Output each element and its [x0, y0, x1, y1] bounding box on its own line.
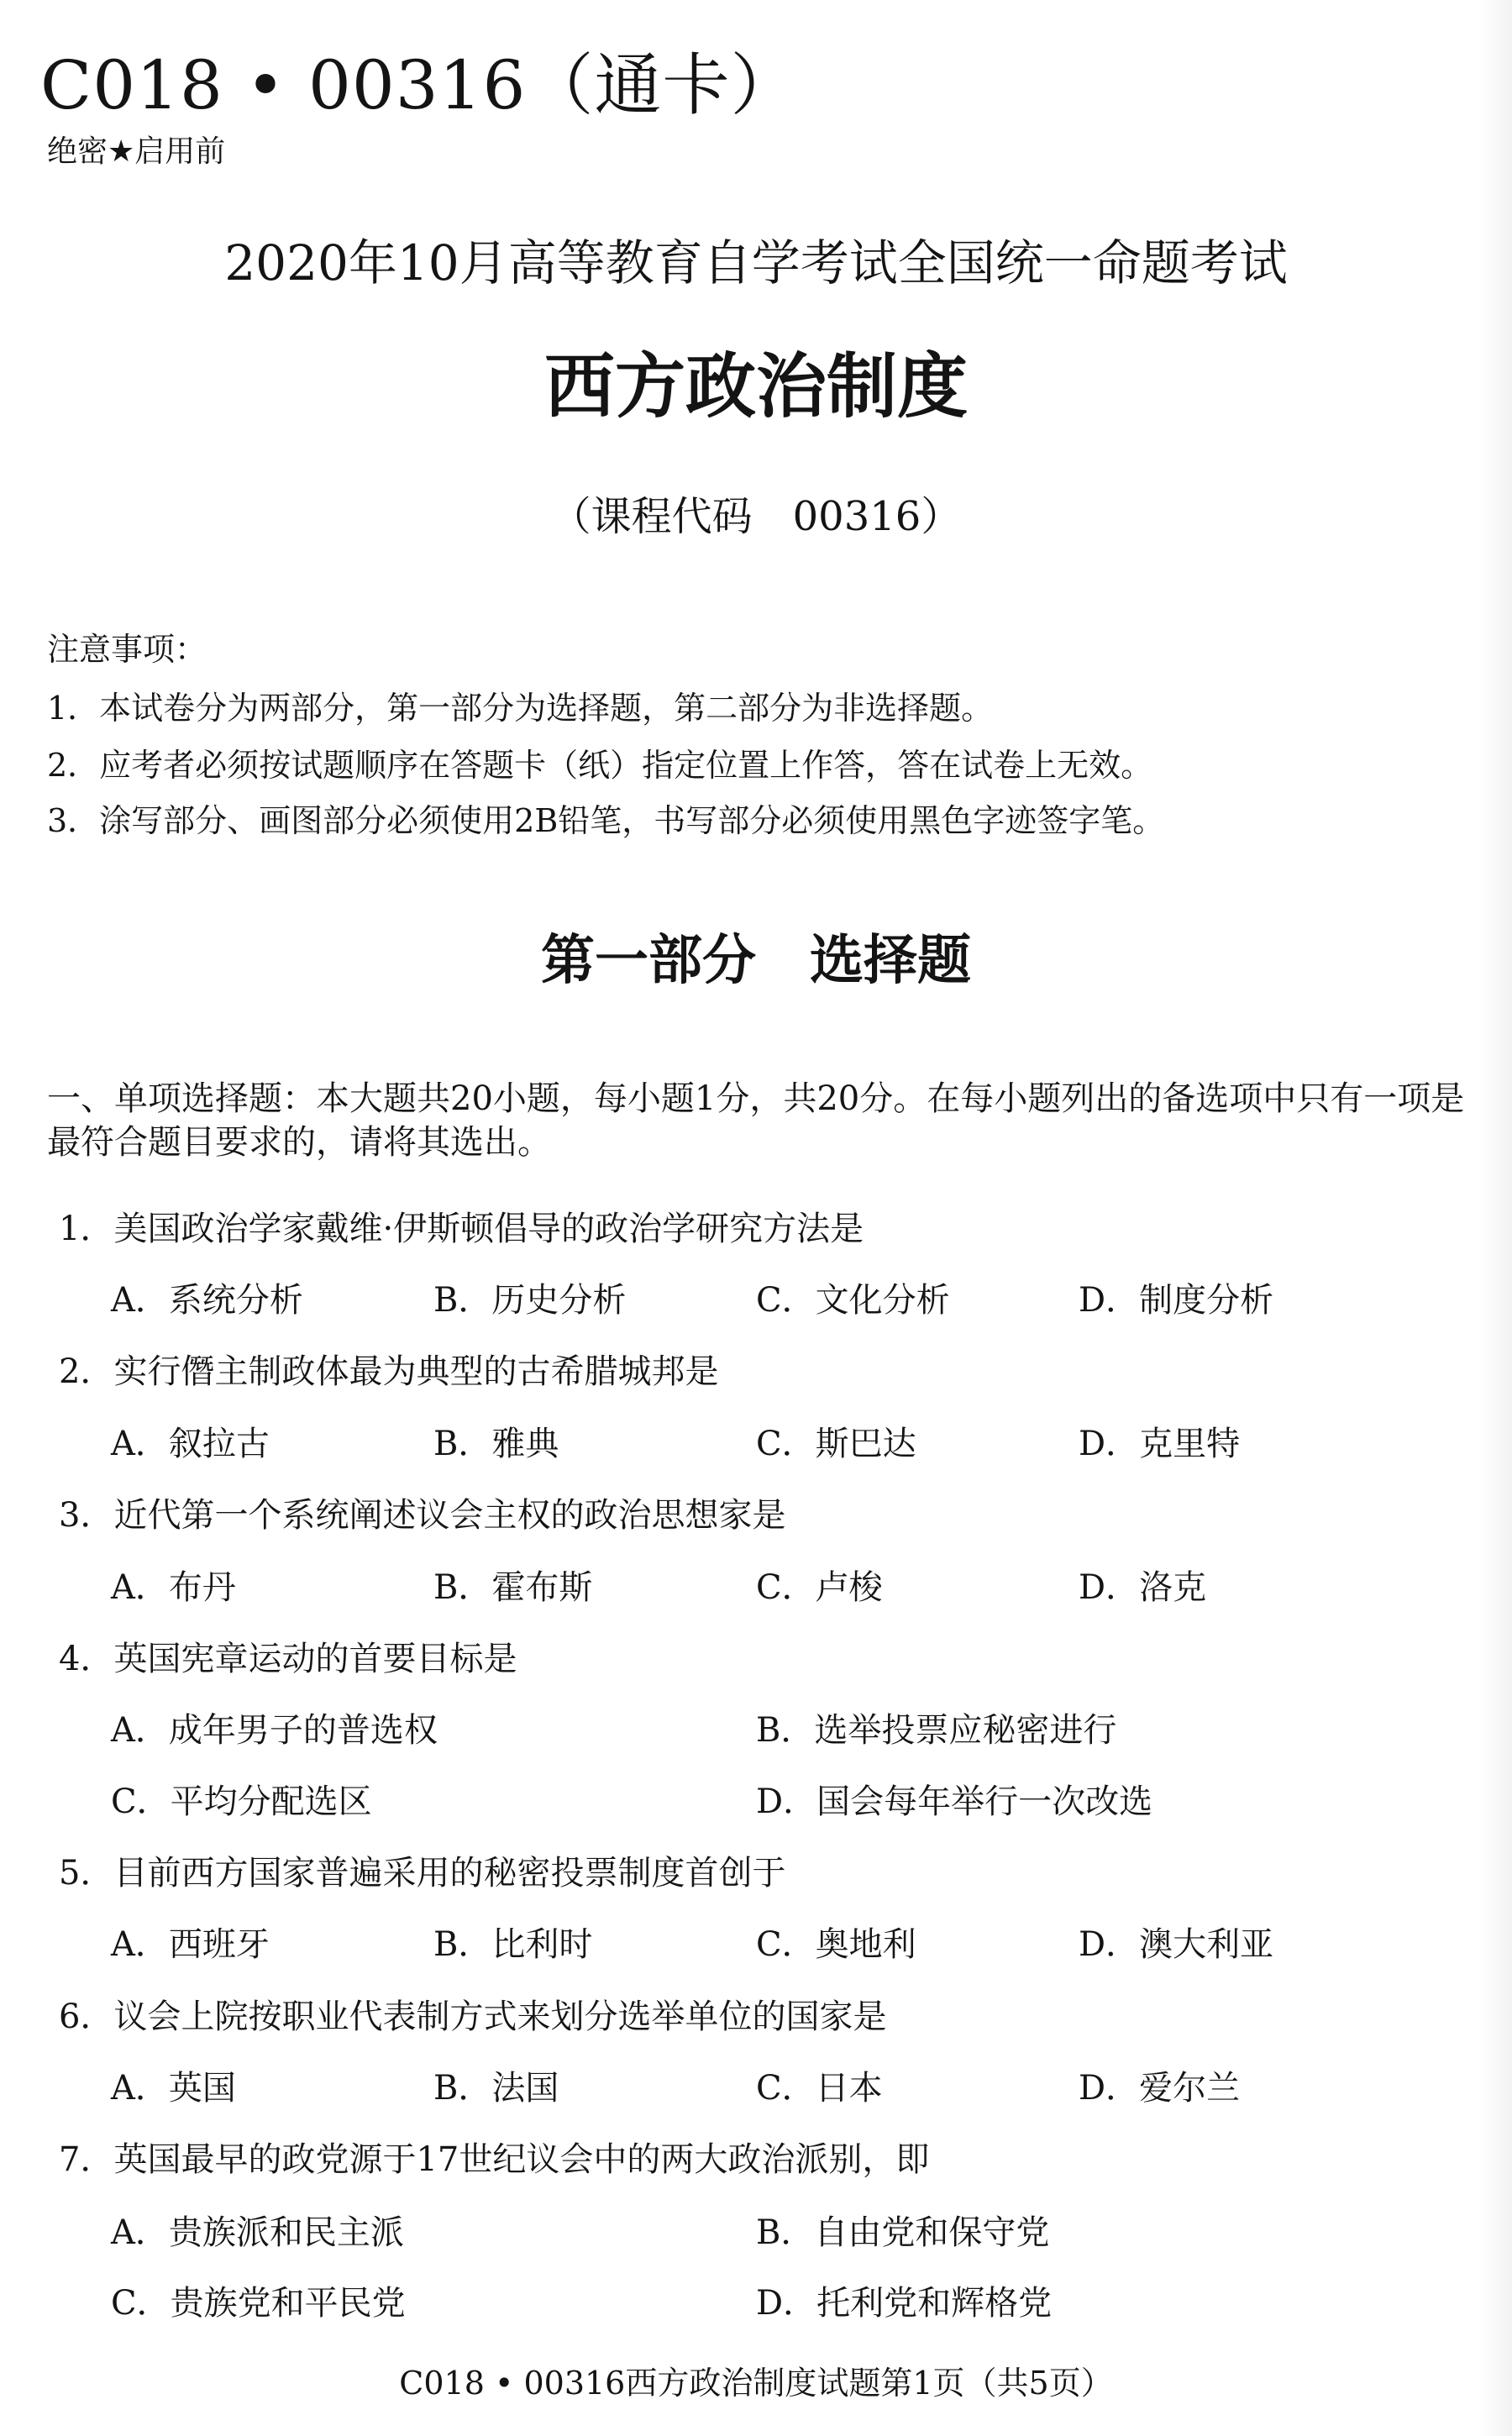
option-d: D．澳大利亚	[1079, 1925, 1274, 1964]
question-stem: 2．实行僭主制政体最为典型的古希腊城邦是	[59, 1352, 719, 1391]
option-a: A．成年男子的普选权	[111, 1711, 438, 1750]
option-c: C．贵族党和平民党	[111, 2284, 406, 2323]
subject-title: 西方政治制度	[543, 344, 968, 428]
option-a: A．叙拉古	[111, 1425, 270, 1463]
notice-item: 1．本试卷分为两部分，第一部分为选择题，第二部分为非选择题。	[47, 690, 994, 727]
option-b: B．比利时	[433, 1925, 593, 1964]
paper-code: C018 • 00316（通卡）	[40, 46, 799, 124]
option-d: D．克里特	[1079, 1425, 1241, 1463]
option-a: A．布丹	[111, 1568, 236, 1607]
option-a: A．西班牙	[111, 1925, 270, 1964]
option-c: C．日本	[756, 2069, 883, 2108]
part-title: 第一部分 选择题	[541, 929, 971, 992]
option-d: D．制度分析	[1079, 1281, 1274, 1320]
section-heading: 一、单项选择题：本大题共20小题，每小题1分，共20分。在每小题列出的备选项中只有一项是最符合题目要求的，请将其选出。	[47, 1079, 1465, 1162]
scan-edge-shadow	[1478, 0, 1512, 2436]
option-b: B．自由党和保守党	[756, 2213, 1050, 2252]
option-c: C．平均分配选区	[111, 1782, 372, 1821]
notice-item: 2．应考者必须按试题顺序在答题卡（纸）指定位置上作答，答在试卷上无效。	[47, 747, 1153, 784]
option-d: D．爱尔兰	[1079, 2069, 1241, 2108]
option-c: C．斯巴达	[756, 1425, 916, 1463]
option-b: B．法国	[433, 2069, 559, 2108]
option-d: D．洛克	[1079, 1568, 1207, 1607]
option-d: D．国会每年举行一次改选	[756, 1782, 1153, 1821]
notice-heading: 注意事项：	[47, 631, 207, 668]
option-b: B．历史分析	[433, 1281, 627, 1320]
option-b: B．雅典	[433, 1425, 559, 1463]
option-c: C．文化分析	[756, 1281, 950, 1320]
option-a: A．英国	[111, 2069, 236, 2108]
notice-item: 3．涂写部分、画图部分必须使用2B铅笔，书写部分必须使用黑色字迹签字笔。	[47, 802, 1165, 839]
option-a: A．系统分析	[111, 1281, 303, 1320]
page-footer: C018 • 00316西方政治制度试题第1页（共5页）	[399, 2365, 1113, 2402]
exam-title: 2020年10月高等教育自学考试全国统一命题考试	[224, 234, 1288, 291]
question-stem: 6．议会上院按职业代表制方式来划分选举单位的国家是	[59, 1998, 887, 2036]
confidential-mark: 绝密★启用前	[47, 134, 226, 169]
option-c: C．卢梭	[756, 1568, 883, 1607]
question-stem: 3．近代第一个系统阐述议会主权的政治思想家是	[59, 1496, 786, 1535]
course-code: （课程代码 00316）	[550, 493, 962, 540]
question-stem: 7．英国最早的政党源于17世纪议会中的两大政治派别，即	[59, 2140, 930, 2179]
question-stem: 1．美国政治学家戴维·伊斯顿倡导的政治学研究方法是	[59, 1210, 864, 1248]
option-a: A．贵族派和民主派	[111, 2213, 404, 2252]
question-stem: 5．目前西方国家普遍采用的秘密投票制度首创于	[59, 1854, 786, 1893]
option-d: D．托利党和辉格党	[756, 2284, 1053, 2323]
option-c: C．奥地利	[756, 1925, 916, 1964]
option-b: B．选举投票应秘密进行	[756, 1711, 1117, 1750]
question-stem: 4．英国宪章运动的首要目标是	[59, 1640, 517, 1678]
option-b: B．霍布斯	[433, 1568, 593, 1607]
